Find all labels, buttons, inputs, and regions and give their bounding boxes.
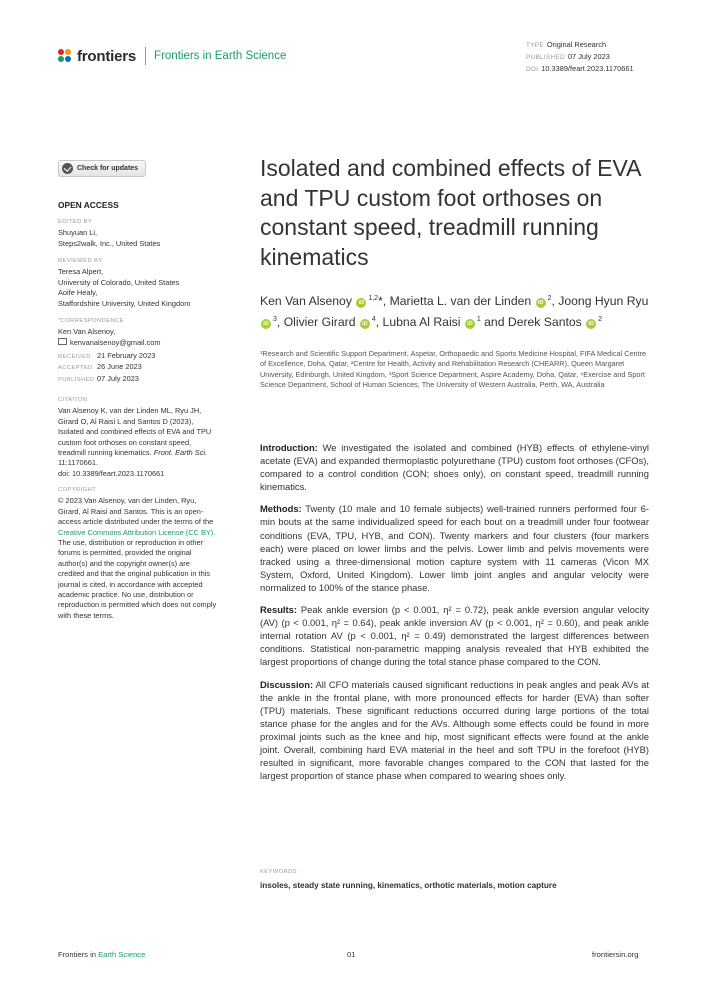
abstract-introduction: Introduction: We investigated the isolated and combined (HYB) effects of ethylene-vinyl acetate (EVA) and expanded thermoplastic polyurethane (TPU) custom foot orthoses (CFOs), compared to a control condition (CON; shoes only), on constant speed, treadmill running kinematics. bbox=[260, 442, 649, 493]
keywords: insoles, steady state running, kinematics, orthotic materials, motion capture bbox=[260, 881, 557, 890]
correspondence-email[interactable]: kenvanalsenoy@gmail.com bbox=[70, 337, 161, 347]
frontiers-logo-icon bbox=[58, 49, 73, 64]
author-name[interactable]: Marietta L. van der Linden bbox=[389, 294, 532, 309]
citation-section: CITATION Van Alsenoy K, van der Linden ML, Ryu JH, Girard O, Al Raisi L and Santos D (2023), Isolated and combined effects of EVA and TPU custom foot orthoses on constant speed, treadmill running kinematics. Front. Earth Sci. 11:1170661. doi: 10.3389/feart.2023.1170661 bbox=[58, 397, 212, 478]
orcid-icon[interactable]: iD bbox=[586, 319, 596, 329]
orcid-icon[interactable]: iD bbox=[465, 319, 475, 329]
accepted-date: 26 June 2023 bbox=[97, 362, 142, 372]
abstract bbox=[260, 441, 649, 791]
check-icon bbox=[62, 163, 73, 174]
page-number: 01 bbox=[347, 950, 356, 959]
author-name[interactable]: Olivier Girard bbox=[283, 314, 356, 329]
keywords-heading: KEYWORDS bbox=[260, 869, 298, 875]
author-name[interactable]: Ken Van Alsenoy bbox=[260, 294, 352, 309]
received-date: 21 February 2023 bbox=[97, 351, 156, 360]
orcid-icon[interactable]: iD bbox=[261, 319, 271, 329]
author-name[interactable]: Joong Hyun Ryu bbox=[558, 294, 649, 309]
check-for-updates-button[interactable]: Check for updates bbox=[58, 160, 146, 177]
dates-section: RECEIVED 21 February 2023 ACCEPTED 26 June 2023 PUBLISHED 07 July 2023 bbox=[58, 351, 156, 383]
doi-link[interactable]: 10.3389/feart.2023.1170661 bbox=[541, 64, 634, 74]
article-meta: TYPE Original Research PUBLISHED 07 July 2023 DOI 10.3389/feart.2023.1170661 bbox=[526, 40, 634, 74]
article-type: Original Research bbox=[546, 40, 607, 49]
affiliations: ¹Research and Scientific Support Department, Aspetar, Orthopaedic and Sports Medicine Hospital, FIFA Medical Centre of Excellence, Doha, Qatar, ²Centre for Health, Activity and Rehabilitation Research (CHEARR), Queen Margaret University, Edinburgh, United Kingdom, ³Sport Science Department, Aspire Academy, Doha, Qatar, ⁴Exercise and Sport Science Department, School of Human Sciences, The University of Western Australia, Perth, WA, Australia bbox=[260, 349, 647, 389]
orcid-icon[interactable]: iD bbox=[356, 298, 366, 308]
abstract-results: Results: Peak ankle eversion (p < 0.001, η² = 0.72), peak ankle eversion angular velocity (AV) (p < 0.001, η² = 0.64), peak ankle inversion AV (p < 0.001, η² = 0.60), and peak ankle internal rotation AV (p < 0.001, η² = 0.49) demonstrated the largest differences between conditions. Statistical non-parametric mapping analysis revealed that HYB exhibited the largest proportions of change during the total stance phase compared to the CON. bbox=[260, 604, 649, 668]
orcid-icon[interactable]: iD bbox=[536, 298, 546, 308]
footer-site-link[interactable]: frontiersin.org bbox=[592, 950, 639, 959]
frontiers-logo[interactable] bbox=[58, 47, 286, 65]
copyright-section: COPYRIGHT © 2023 Van Alsenoy, van der Linden, Ryu, Girard, Al Raisi and Santos. This is an open-access article distributed under the terms of the Creative Commons Attribution License (CC BY). The use, distribution or reproduction in other forums is permitted, provided the original author(s) and the copyright owner(s) are credited and that the original publication in this journal is cited, in accordance with accepted academic practice. No use, distribution or reproduction is permitted which does not comply with these terms. bbox=[58, 487, 217, 620]
edited-by-section: EDITED BY Shuyuan Li, Steps2walk, Inc., United States bbox=[58, 219, 161, 248]
abstract-discussion: Discussion: All CFO materials caused significant reductions in peak angles and peak AVs at the ankle in the frontal plane, with more pronounced effects for harder (EVA) than softer (TPU) materials. These significant reductions occurred during large portions of the total stance phase for the angles and for the AVs. Although some effects could be found in more proximal joints such as the knee and hip, most significant effects were found at the ankle joint. Overall, combining hard EVA material in the heel and soft TPU in the forefoot (HYB) resulted in significant, more favorable changes compared to the CON that lasted for the largest proportion of stance phase when compared to wearing shoes only. bbox=[260, 678, 649, 782]
journal-name[interactable]: Frontiers in Earth Science bbox=[154, 50, 287, 62]
correspondence-section: *CORRESPONDENCE Ken Van Alsenoy, kenvanalsenoy@gmail.com bbox=[58, 318, 161, 347]
abstract-methods: Methods: Twenty (10 male and 10 female subjects) well-trained runners performed four 6-min bouts at the same individualized speed for each bout on a treadmill under four footwear conditions (EVA, TPU, HYB, and CON). Twenty markers and four clusters (four markers each) were placed on lower limbs and the pelvis. Lower limb and pelvis movements were tracked using a three-dimensional motion capture system with 11 cameras (Vicon MX System, Oxford, United Kingdom). Lower limb joint angles and angular velocity were normalized to 100% of the stance phase. bbox=[260, 503, 649, 593]
logo-wordmark: frontiers bbox=[77, 47, 137, 65]
logo-divider bbox=[145, 47, 146, 65]
footer-journal: Frontiers in Earth Science bbox=[58, 950, 146, 959]
reviewed-by-section: REVIEWED BY Teresa Alpert, University of Colorado, United States Aoife Healy, Staffordshire University, United Kingdom bbox=[58, 258, 191, 308]
author-list: Ken Van Alsenoy iD$^{1,2}$*, Marietta L. van der Linden $iD^2$, Joong Hyun Ryu $iD^3$, Olivier Girard $iD^4$, Lubna Al Raisi $iD^1$ and Derek Santos $iD^2$ bbox=[260, 294, 649, 329]
sidebar-published-date: 07 July 2023 bbox=[97, 373, 139, 383]
open-access-label: OPEN ACCESS bbox=[58, 200, 119, 210]
email-icon bbox=[58, 338, 67, 345]
article-title: Isolated and combined effects of EVA and TPU custom foot orthoses on constant speed, treadmill running kinematics bbox=[260, 155, 641, 270]
author-name[interactable]: Lubna Al Raisi bbox=[382, 314, 461, 329]
citation-doi[interactable]: doi: 10.3389/feart.2023.1170661 bbox=[58, 468, 165, 478]
author-name[interactable]: Derek Santos bbox=[507, 314, 582, 329]
orcid-icon[interactable]: iD bbox=[360, 319, 370, 329]
published-date: 07 July 2023 bbox=[567, 52, 610, 62]
cc-by-license-link[interactable]: Creative Commons Attribution License (CC BY). bbox=[58, 527, 216, 537]
footer-journal-link[interactable]: Earth Science bbox=[98, 950, 146, 959]
